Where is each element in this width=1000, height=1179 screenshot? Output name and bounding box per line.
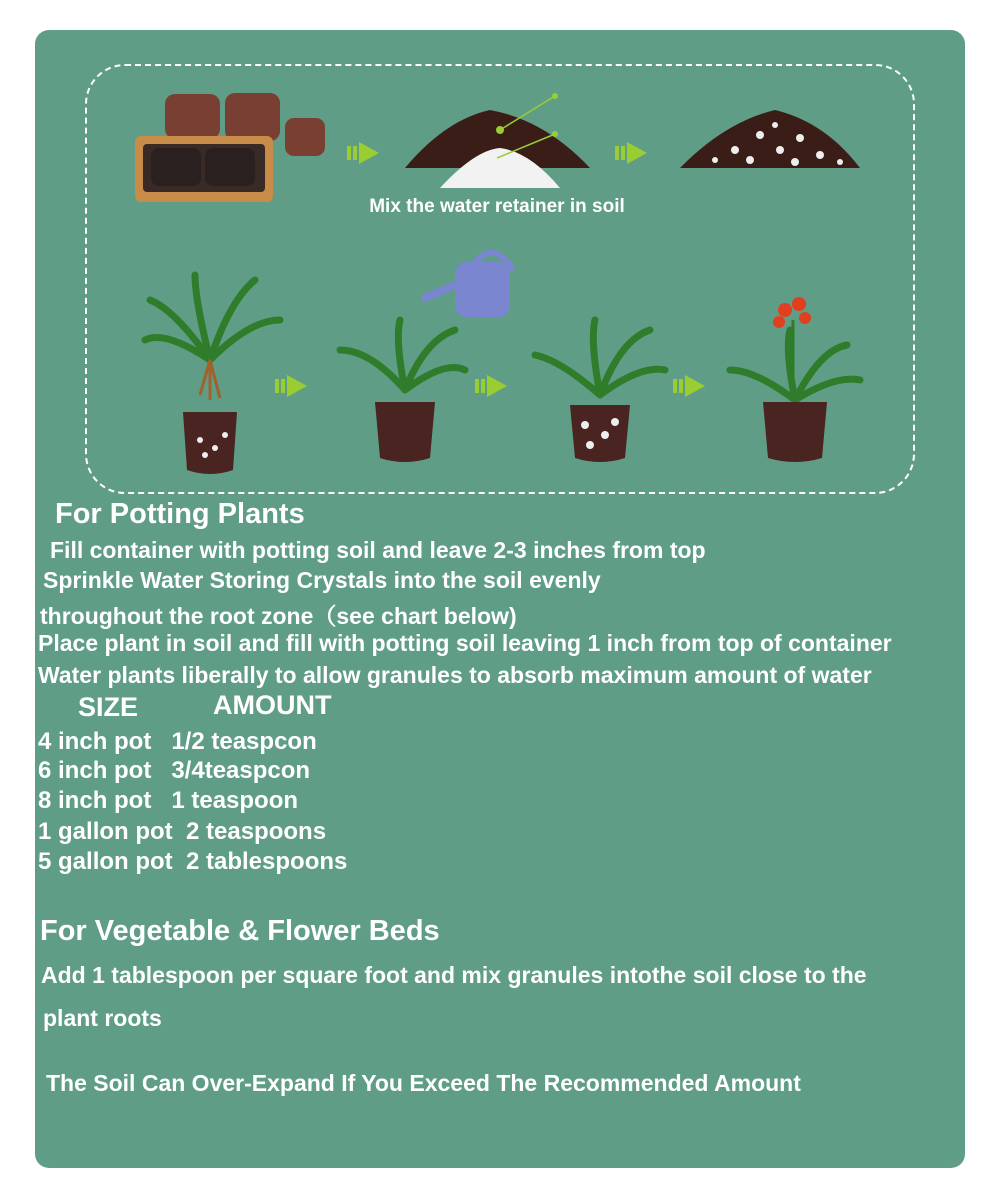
table-row: 6 inch pot 3/4teaspcon: [38, 757, 311, 784]
arrow-icon: [615, 142, 647, 164]
potting-step: Sprinkle Water Storing Crystals into the soil evenly: [43, 567, 601, 593]
table-row: 5 gallon pot 2 tablespoons: [38, 848, 348, 875]
table-row: 1 gallon pot 2 teaspoons: [38, 818, 327, 845]
beds-text: Add 1 tablespoon per square foot and mix granules intothe soil close to the: [41, 962, 867, 988]
arrow-icon: [673, 375, 705, 397]
mixed-soil-image: [680, 110, 860, 168]
flowering-plant-image: [730, 297, 860, 462]
arrow-icon: [475, 375, 507, 397]
potting-step: Place plant in soil and fill with potting soil leaving 1 inch from top of container: [38, 630, 892, 656]
potting-heading: For Potting Plants: [55, 498, 305, 530]
illustration-caption: Mix the water retainer in soil: [369, 196, 625, 217]
size-header: SIZE: [78, 692, 139, 722]
table-row: 8 inch pot 1 teaspoon: [38, 787, 299, 814]
watering-can-icon: [425, 253, 513, 317]
arrow-icon: [347, 142, 379, 164]
illustration: [35, 30, 965, 530]
potting-step: throughout the root zone（see chart below): [40, 603, 517, 629]
plant-with-roots-image: [145, 275, 280, 474]
table-row: 4 inch pot 1/2 teaspcon: [38, 728, 317, 755]
arrow-icon: [275, 375, 307, 397]
amount-header: AMOUNT: [213, 690, 332, 720]
instruction-card: [35, 30, 965, 1168]
warning-text: The Soil Can Over-Expand If You Exceed The Recommended Amount: [46, 1070, 801, 1096]
plant-in-crystal-soil-image: [535, 320, 665, 462]
pots-on-tray-image: [135, 93, 325, 202]
beds-text: plant roots: [43, 1005, 162, 1031]
beds-heading: For Vegetable & Flower Beds: [40, 915, 440, 947]
potting-step: Water plants liberally to allow granules to absorb maximum amount of water: [38, 662, 872, 688]
soil-with-crystals-image: [405, 93, 590, 188]
potting-step: Fill container with potting soil and leave 2-3 inches from top: [50, 537, 706, 563]
plant-watering-image: [340, 320, 465, 462]
